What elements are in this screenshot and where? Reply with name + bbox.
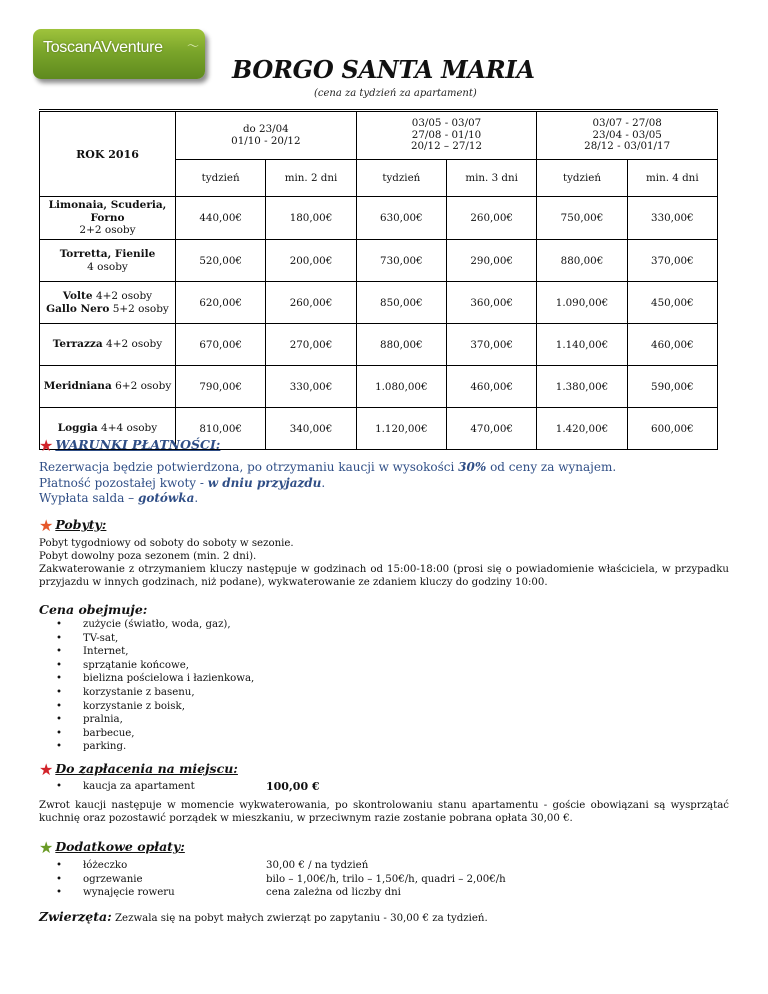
price-cell: 810,00€	[176, 408, 266, 450]
price-cell: 600,00€	[627, 408, 717, 450]
list-item: • ogrzewanie	[56, 873, 175, 887]
row-label: Meridniana 6+2 osoby	[40, 366, 176, 408]
list-item: • pralnia,	[56, 713, 254, 727]
price-cell: 360,00€	[446, 282, 536, 324]
row-label: Loggia 4+4 osoby	[40, 408, 176, 450]
season-header: do 23/04 01/10 - 20/12	[176, 111, 357, 160]
price-cell: 880,00€	[356, 324, 446, 366]
price-cell: 180,00€	[266, 197, 356, 240]
price-cell: 270,00€	[266, 324, 356, 366]
table-row	[40, 197, 718, 240]
price-cell: 520,00€	[176, 240, 266, 282]
price-cell: 450,00€	[627, 282, 717, 324]
price-cell: 330,00€	[627, 197, 717, 240]
list-item: • TV-sat,	[56, 632, 254, 646]
fee-value: 30,00 € / na tydzień	[266, 860, 369, 871]
price-cell: 670,00€	[176, 324, 266, 366]
column-header: tydzień	[176, 160, 266, 197]
price-cell: 620,00€	[176, 282, 266, 324]
column-header: tydzień	[537, 160, 627, 197]
price-cell: 630,00€	[356, 197, 446, 240]
price-cell: 370,00€	[627, 240, 717, 282]
price-cell: 850,00€	[356, 282, 446, 324]
pets-text: Zezwala się na pobyt małych zwierząt po zapytaniu - 30,00 € za tydzień.	[114, 913, 488, 924]
price-cell: 1.120,00€	[356, 408, 446, 450]
price-cell: 1.090,00€	[537, 282, 627, 324]
page-subtitle: (cena za tydzień za apartament)	[314, 88, 477, 99]
logo	[33, 29, 205, 79]
deposit-note: Zwrot kaucji następuje w momencie wykwaterowania, po skontrolowaniu stanu apartamentu - goście obowiązani są wysprzątać kuchnię oraz pozostawić porządek w mieszkaniu, w przeciwnym razie zostanie pobrana opłata 30,00 €.	[39, 800, 729, 824]
price-cell: 750,00€	[537, 197, 627, 240]
price-cell: 730,00€	[356, 240, 446, 282]
column-header: min. 3 dni	[446, 160, 536, 197]
price-includes-heading: Cena obejmuje:	[39, 602, 148, 617]
season-header: 03/05 - 03/07 27/08 - 01/10 20/12 – 27/12	[356, 111, 537, 160]
price-cell: 470,00€	[446, 408, 536, 450]
extra-fees-values	[266, 859, 506, 900]
star-icon: ★	[39, 436, 54, 455]
price-cell: 370,00€	[446, 324, 536, 366]
table-row	[40, 282, 718, 324]
list-item: • korzystanie z boisk,	[56, 700, 254, 714]
price-cell: 260,00€	[266, 282, 356, 324]
stays-body: Pobyt tygodniowy od soboty do soboty w sezonie. Pobyt dowolny poza sezonem (min. 2 dni). Zakwaterowanie z otrzymaniem kluczy następuje w godzinach od 15:00-18:00 (prosi się o powiadomienie właściciela, w przypadku przyjazdu w innych godzinach, niż podane), wykwaterowanie ze zdaniem kluczy do godziny 10:00.	[39, 538, 729, 588]
bird-icon: 〜	[186, 39, 199, 53]
pets-label: Zwierzęta:	[39, 909, 112, 924]
price-cell: 880,00€	[537, 240, 627, 282]
star-icon: ★	[39, 760, 54, 779]
price-table	[39, 109, 718, 450]
list-item: • wynajęcie roweru	[56, 886, 175, 900]
extra-fees-items	[56, 859, 175, 900]
page-title: BORGO SANTA MARIA	[232, 55, 535, 84]
list-item: • parking.	[56, 740, 254, 754]
price-includes-list	[56, 618, 254, 754]
price-cell: 1.140,00€	[537, 324, 627, 366]
price-cell: 790,00€	[176, 366, 266, 408]
table-row	[40, 240, 718, 282]
price-cell: 1.380,00€	[537, 366, 627, 408]
price-cell: 200,00€	[266, 240, 356, 282]
price-cell: 1.420,00€	[537, 408, 627, 450]
year-label: ROK 2016	[40, 111, 176, 197]
table-row	[40, 366, 718, 408]
column-header: min. 2 dni	[266, 160, 356, 197]
payment-terms-body: Rezerwacja będzie potwierdzona, po otrzymaniu kaucji w wysokości 30% od ceny za wynajem. Płatność pozostałej kwoty - w dniu przyjazdu. Wypłata salda – gotówka.	[39, 460, 617, 505]
price-cell: 460,00€	[627, 324, 717, 366]
stays-heading: ★ Pobyty:	[39, 516, 107, 535]
list-item: • sprzątanie końcowe,	[56, 659, 254, 673]
row-label: Terrazza 4+2 osoby	[40, 324, 176, 366]
column-header: min. 4 dni	[627, 160, 717, 197]
row-label: Torretta, Fienile 4 osoby	[40, 240, 176, 282]
deposit-item: • kaucja za apartament	[56, 781, 195, 792]
payment-terms-heading: ★ WARUNKI PŁATNOŚCI:	[39, 436, 221, 455]
fee-value: bilo – 1,00€/h, trilo – 1,50€/h, quadri – 2,00€/h	[266, 873, 506, 885]
table-row	[40, 324, 718, 366]
logo-text: ToscanAVventure	[43, 39, 163, 56]
row-label: Volte 4+2 osoby Gallo Nero 5+2 osoby	[40, 282, 176, 324]
list-item: • korzystanie z basenu,	[56, 686, 254, 700]
price-cell: 260,00€	[446, 197, 536, 240]
price-cell: 440,00€	[176, 197, 266, 240]
price-cell: 330,00€	[266, 366, 356, 408]
deposit-value: 100,00 €	[266, 780, 320, 793]
price-cell: 1.080,00€	[356, 366, 446, 408]
season-header: 03/07 - 27/08 23/04 - 03/05 28/12 - 03/01/17	[537, 111, 718, 160]
price-cell: 590,00€	[627, 366, 717, 408]
price-cell: 340,00€	[266, 408, 356, 450]
column-header: tydzień	[356, 160, 446, 197]
list-item: • zużycie (światło, woda, gaz),	[56, 618, 254, 632]
star-icon: ★	[39, 516, 54, 535]
extra-fees-heading: ★ Dodatkowe opłaty:	[39, 838, 185, 857]
list-item: • barbecue,	[56, 727, 254, 741]
pay-on-site-heading: ★ Do zapłacenia na miejscu:	[39, 760, 238, 779]
star-icon: ★	[39, 838, 54, 857]
list-item: • bielizna pościelowa i łazienkowa,	[56, 672, 254, 686]
pets-policy	[39, 909, 488, 924]
fee-value: cena zależna od liczby dni	[266, 887, 401, 899]
list-item: • Internet,	[56, 645, 254, 659]
list-item: • łóżeczko	[56, 859, 175, 873]
row-label: Limonaia, Scuderia, Forno 2+2 osoby	[40, 197, 176, 240]
price-cell: 460,00€	[446, 366, 536, 408]
price-cell: 290,00€	[446, 240, 536, 282]
